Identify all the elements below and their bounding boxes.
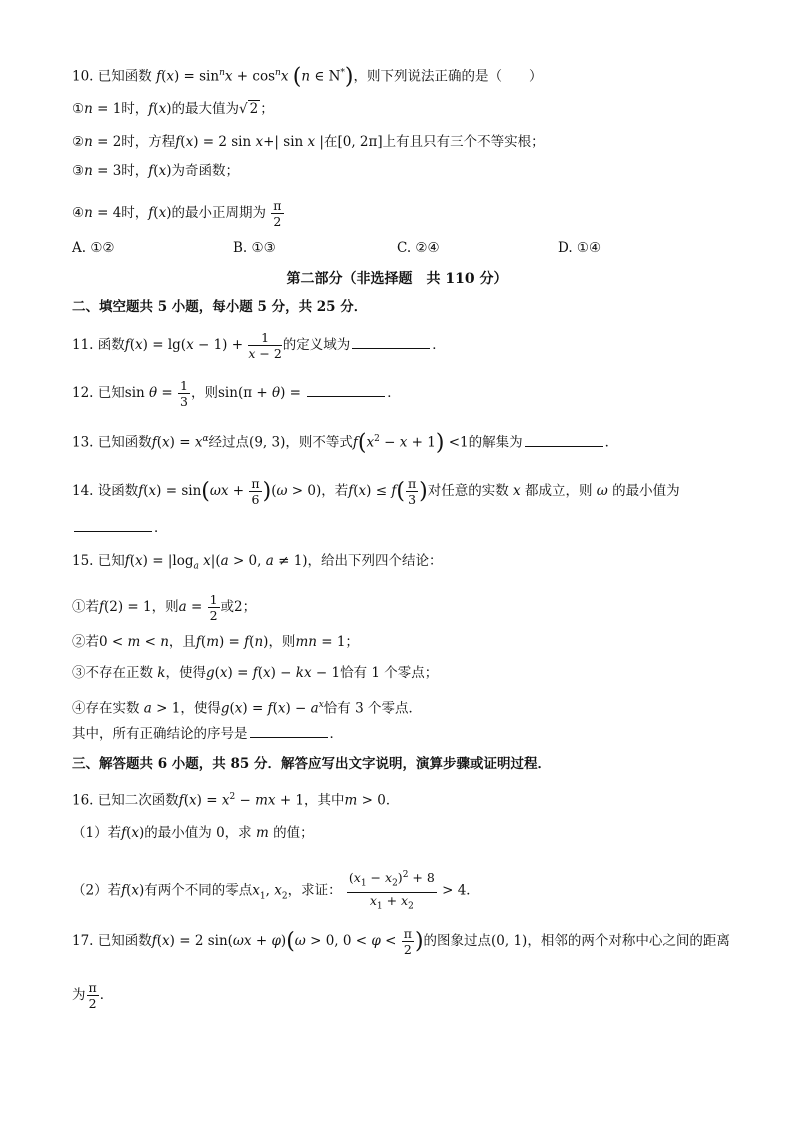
q12: 12. 已知sin θ = $\frac{1}{3}$ ，则sin(π + θ) = ． [72,378,401,409]
q12-answer-blank[interactable] [307,383,385,397]
q14-answer-line: ． [72,518,168,537]
q15-stem: 15. 已知$f(x) = |\log_a$ x|(a > 0, a ≠ 1)，给出下列四个结论： [72,553,443,572]
q11-answer-blank[interactable] [352,335,430,349]
q10-number: 10. 已知函数 [72,68,152,85]
q13-answer-blank[interactable] [525,433,603,447]
section-two-title: 第二部分（非选择题 共 110 分） [286,271,508,287]
q10-statement-2: ②n = 2时，方程f(x) = 2 sin x+| sin x |在[0, 2π]上有且只有三个不等实根； [72,134,545,150]
q15-conclusion-1: ①若f(2) = 1，则a = $\frac{1}{2}$ 或2； [72,592,257,623]
q16-part-1: （1）若f(x)的最小值为 0，求 m 的值； [72,825,314,841]
q10-stem: 10. 已知函数 $f(x) = \sin^nx + \cos^nx$ (n ∈ N*)，则下列说法正确的是（ ） [72,64,543,90]
q14: 14. 设函数f(x) = sin(ωx + $\frac{\pi}{6}$ )(ω > 0)，若f(x) ≤ f( $\frac{\pi}{3}$ )对任意的实数 x 都成立，则 ω 的最小值为 [72,476,680,507]
q17-stem: 17. 已知函数f(x) = 2 sin(ωx + φ)(ω > 0, 0 < φ < $\frac{\pi}{2}$ )的图象过点(0, 1)，相邻的两个对称中心之间的距离 [72,926,730,957]
q14-answer-blank[interactable] [74,518,152,532]
q13: 13. 已知函数$f(x) = x^\alpha$经过点(9, 3)，则不等式$f(x^2 - x + 1) <1$的解集为 ． [72,430,619,456]
fill-in-section-title: 二、填空题共 5 小题，每小题 5 分，共 25 分． [72,299,368,315]
q10-option-c[interactable]: C. ②④ [397,240,440,256]
q11: 11. 函数f(x) = lg(x − 1) + $\frac{1}{x - 2}$ 的定义域为 ． [72,330,446,361]
q16-part-2: （2）若f(x)有两个不同的零点$x_1$, $x_2$，求证： $\frac{(x_1 - x_2)^2 + 8}{x_1 + x_2}$ > 4． [72,870,480,912]
pi-over-2-fraction: $\frac{\pi}{2}$ [273,198,282,229]
q10-statement-1: ①n = 1时，f(x)的最大值为√ 2 ； [72,101,274,117]
q10-statement-4: ④n = 4时，f(x)的最小正周期为 $\frac{\pi}{2}$ [72,198,282,229]
q10-option-d[interactable]: D. ①④ [558,240,602,256]
q10-statement-3: ③n = 3时，f(x)为奇函数； [72,163,239,179]
q10-option-b[interactable]: B. ①③ [233,240,276,256]
q15-conclusion-2: ②若0 < m < n，且f(m) = f(n)，则mn = 1； [72,634,359,650]
q15-answer-blank[interactable] [250,724,328,738]
q15-conclusion-3: ③不存在正数 k，使得g(x) = f(x) − kx − 1恰有 1 个零点； [72,665,439,681]
q10-option-a[interactable]: A. ①② [72,240,115,256]
q15-ask: 其中，所有正确结论的序号是 ． [72,726,343,742]
q15-conclusion-4: ④存在实数 a > 1，使得$g(x) = f(x) - a^x$恰有 3 个零点． [72,700,422,717]
answer-section-title: 三、解答题共 6 小题，共 85 分．解答应写出文字说明，演算步骤或证明过程． [72,756,551,772]
q16-stem: 16. 已知二次函数$f(x) = x^2$ − mx + 1，其中m > 0． [72,792,400,809]
q17-line-2: 为 $\frac{\pi}{2}$ ． [72,980,114,1011]
